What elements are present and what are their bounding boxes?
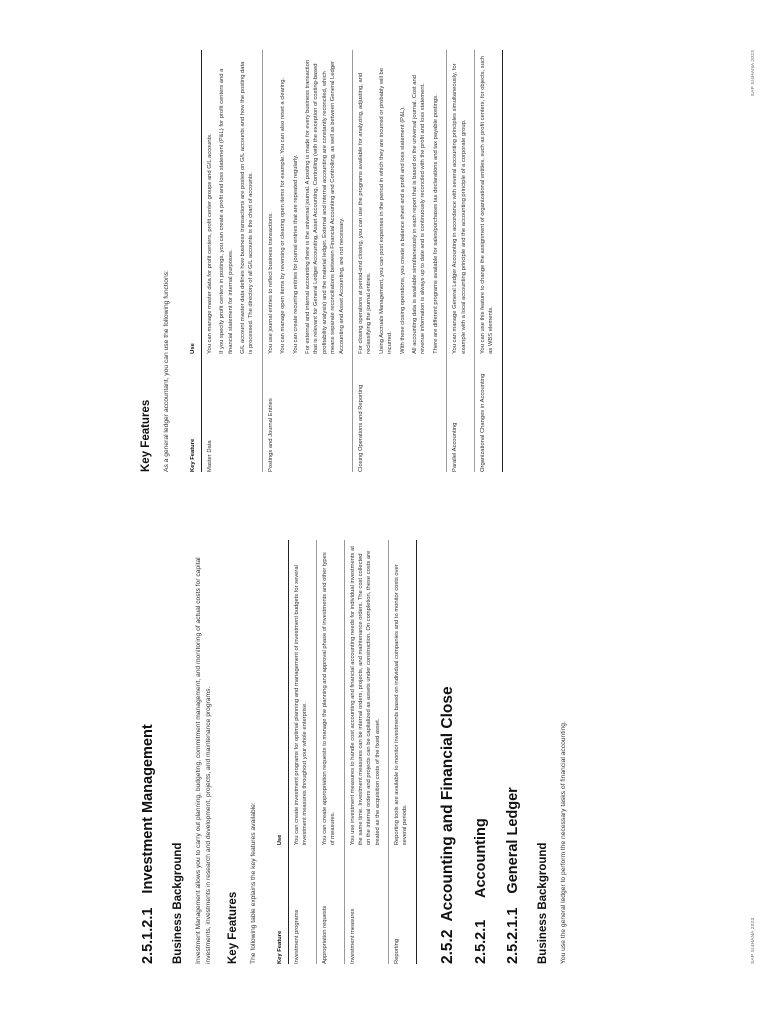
use-paragraph: G/L account master data defines how business transactions are posted on G/L accounts and how the posting data is processed. The directory of all G/L accounts is the chart of accounts. bbox=[240, 61, 255, 354]
general-ledger-heading bbox=[505, 540, 521, 964]
key-feature-cell: Master Data bbox=[201, 354, 262, 472]
section-title: Investment Management bbox=[140, 724, 156, 894]
use-cell bbox=[201, 50, 262, 354]
table-row bbox=[201, 50, 262, 472]
section-title: Accounting and Financial Close bbox=[438, 686, 456, 922]
use-paragraph: You use journal entries to reflect business transactions. bbox=[267, 212, 274, 354]
section-number: 2.5.2 bbox=[438, 929, 456, 964]
use-cell bbox=[288, 540, 316, 845]
business-background-text: Investment Management allows you to carry out planning, budgeting, commitment management, and monitoring of actual costs for capital investments, investments in research and development, projects, and maintenance programs. bbox=[195, 557, 212, 964]
use-paragraph: There are different programs available for sales/purchases tax declarations and tax payable postings. bbox=[432, 94, 439, 354]
gl-features-table bbox=[186, 50, 503, 472]
use-paragraph: With these closing operations, you create a balance sheet and a profit and loss statement (P&L). bbox=[399, 106, 406, 354]
right-page-content bbox=[140, 50, 525, 472]
use-paragraph: You can manage open items by reversing or clearing open items for example. You can also reset a clearing. bbox=[280, 77, 287, 354]
business-background-heading: Business Background bbox=[172, 842, 184, 964]
table-row bbox=[288, 540, 316, 964]
use-paragraph: You use investment measures to handle cost accounting and financial accounting needs for individual investments at the same time. Investment measures can be internal orders, projects, and maintenance orders. The cost collected on the internal orders and projects can be capitalized as assets under construction. On completion, these costs are treated as the acquisition costs of the fixed asset. bbox=[349, 546, 381, 846]
key-features-heading: Key Features bbox=[227, 891, 240, 964]
use-cell bbox=[474, 50, 502, 354]
use-cell bbox=[316, 540, 344, 845]
table-row bbox=[352, 50, 446, 472]
use-paragraph: You can use this feature to change the assignment of organizational entities, such as profit centers, for objects, such as WBS elements. bbox=[479, 55, 495, 354]
table-row bbox=[262, 50, 352, 472]
gl-key-features-intro: As a general ledger accountant, you can use the following functions: bbox=[163, 270, 170, 472]
section-number: 2.5.2.1.1 bbox=[504, 907, 521, 964]
section-title: General Ledger bbox=[504, 787, 521, 894]
use-cell bbox=[262, 50, 352, 354]
key-feature-cell: Postings and Journal Entries bbox=[262, 354, 352, 472]
table-row bbox=[474, 50, 502, 472]
use-paragraph: You can manage master data for profit centers, profit center groups and G/L accounts. bbox=[206, 133, 213, 354]
header-key-feature: Key Feature bbox=[273, 845, 289, 964]
key-feature-cell: Organizational Changes in Accounting bbox=[474, 354, 502, 472]
accounting-heading bbox=[473, 540, 489, 964]
right-page-footer: SAP S/4HANA 2023 bbox=[751, 50, 756, 97]
use-paragraph: If you specify profit centers in postings, you can create a profit and loss statement (P&L) for profit centers and a financial statement for internal purposes. bbox=[219, 68, 234, 354]
use-cell bbox=[447, 50, 475, 354]
table-row bbox=[344, 540, 389, 964]
key-feature-cell: Appropriation requests bbox=[316, 845, 344, 964]
investment-features-body bbox=[288, 540, 416, 964]
use-paragraph: You can create investment programs for optimal planning and management of investment budgets for several investment measures throughout your whole enterprise. bbox=[293, 565, 309, 846]
gl-business-background-text: You use the general ledger to perform the necessary tasks of financial accounting. bbox=[559, 721, 567, 964]
accounting-financial-close-heading bbox=[439, 540, 457, 964]
investment-features-table bbox=[273, 540, 417, 964]
left-page-content bbox=[140, 540, 582, 964]
table-row bbox=[316, 540, 344, 964]
use-paragraph: You can create appropriation requests to manage the planning and approval phase of investments and other types of measures. bbox=[321, 552, 337, 846]
use-paragraph: You can create recurring entries for journal entries that are repeated regularly. bbox=[292, 154, 299, 354]
key-feature-cell: Investment measures bbox=[344, 845, 389, 964]
header-use: Use bbox=[186, 50, 202, 354]
key-feature-cell: Closing Operations and Reporting bbox=[352, 354, 446, 472]
use-paragraph: All accounting data is available simultaneously in each report that is based on the universal journal. Cost and revenue information is always up to date and is continuously reconciled with the profit and loss statement. bbox=[411, 75, 427, 354]
table-row bbox=[389, 540, 417, 964]
section-number: 2.5.1.2.1 bbox=[140, 907, 156, 964]
header-key-feature: Key Feature bbox=[186, 354, 202, 472]
use-paragraph: You can manage General Ledger Accounting in accordance with several accounting principles simultaneously, for example with a local accounting principle and the accounting principle of a corporate group. bbox=[452, 63, 467, 354]
header-use: Use bbox=[273, 540, 289, 845]
section-title: Accounting bbox=[472, 818, 489, 898]
use-paragraph: For closing operations at period-end closing, you can use the programs available for analyzing, adjusting, and reclassifying the journal entries. bbox=[357, 72, 373, 354]
investment-management-heading bbox=[140, 540, 156, 964]
key-features-intro: The following table explains the key features available: bbox=[250, 802, 258, 964]
gl-features-body bbox=[201, 50, 502, 472]
use-cell bbox=[389, 540, 417, 845]
section-number: 2.5.2.1 bbox=[472, 919, 489, 964]
use-paragraph: For external and internal accounting there is the universal journal. A posting is made for every business transaction that is relevant for General Ledger Accounting, Asset Accounting, Controlling (with the exception of costing-based profitability analysis) and the material ledger. External and internal accounting are constantly reconciled, which means separate reconciliations between Financial Accounting and Controlling, as well as between General Ledger Accounting and Asset Accounting, are not necessary. bbox=[305, 59, 345, 354]
use-paragraph: Reporting tools are available to monitor investments based on individual companies and to monitor costs over several periods. bbox=[394, 564, 409, 846]
use-cell bbox=[352, 50, 446, 354]
table-row bbox=[447, 50, 475, 472]
gl-business-background-heading: Business Background bbox=[536, 842, 549, 964]
left-page bbox=[0, 512, 768, 1024]
use-cell bbox=[344, 540, 389, 845]
use-paragraph: Using Accruals Management, you can post expenses in the period in which they are incurred or probably will be incurred. bbox=[378, 68, 394, 354]
left-page-footer: SAP S/4HANA 2023 bbox=[751, 917, 756, 964]
gl-key-features-heading: Key Features bbox=[140, 399, 152, 472]
key-feature-cell: Investment programs bbox=[288, 845, 316, 964]
key-feature-cell: Parallel Accounting bbox=[447, 354, 475, 472]
table-header-row bbox=[273, 540, 289, 964]
key-feature-cell: Reporting bbox=[389, 845, 417, 964]
table-header-row bbox=[186, 50, 202, 472]
